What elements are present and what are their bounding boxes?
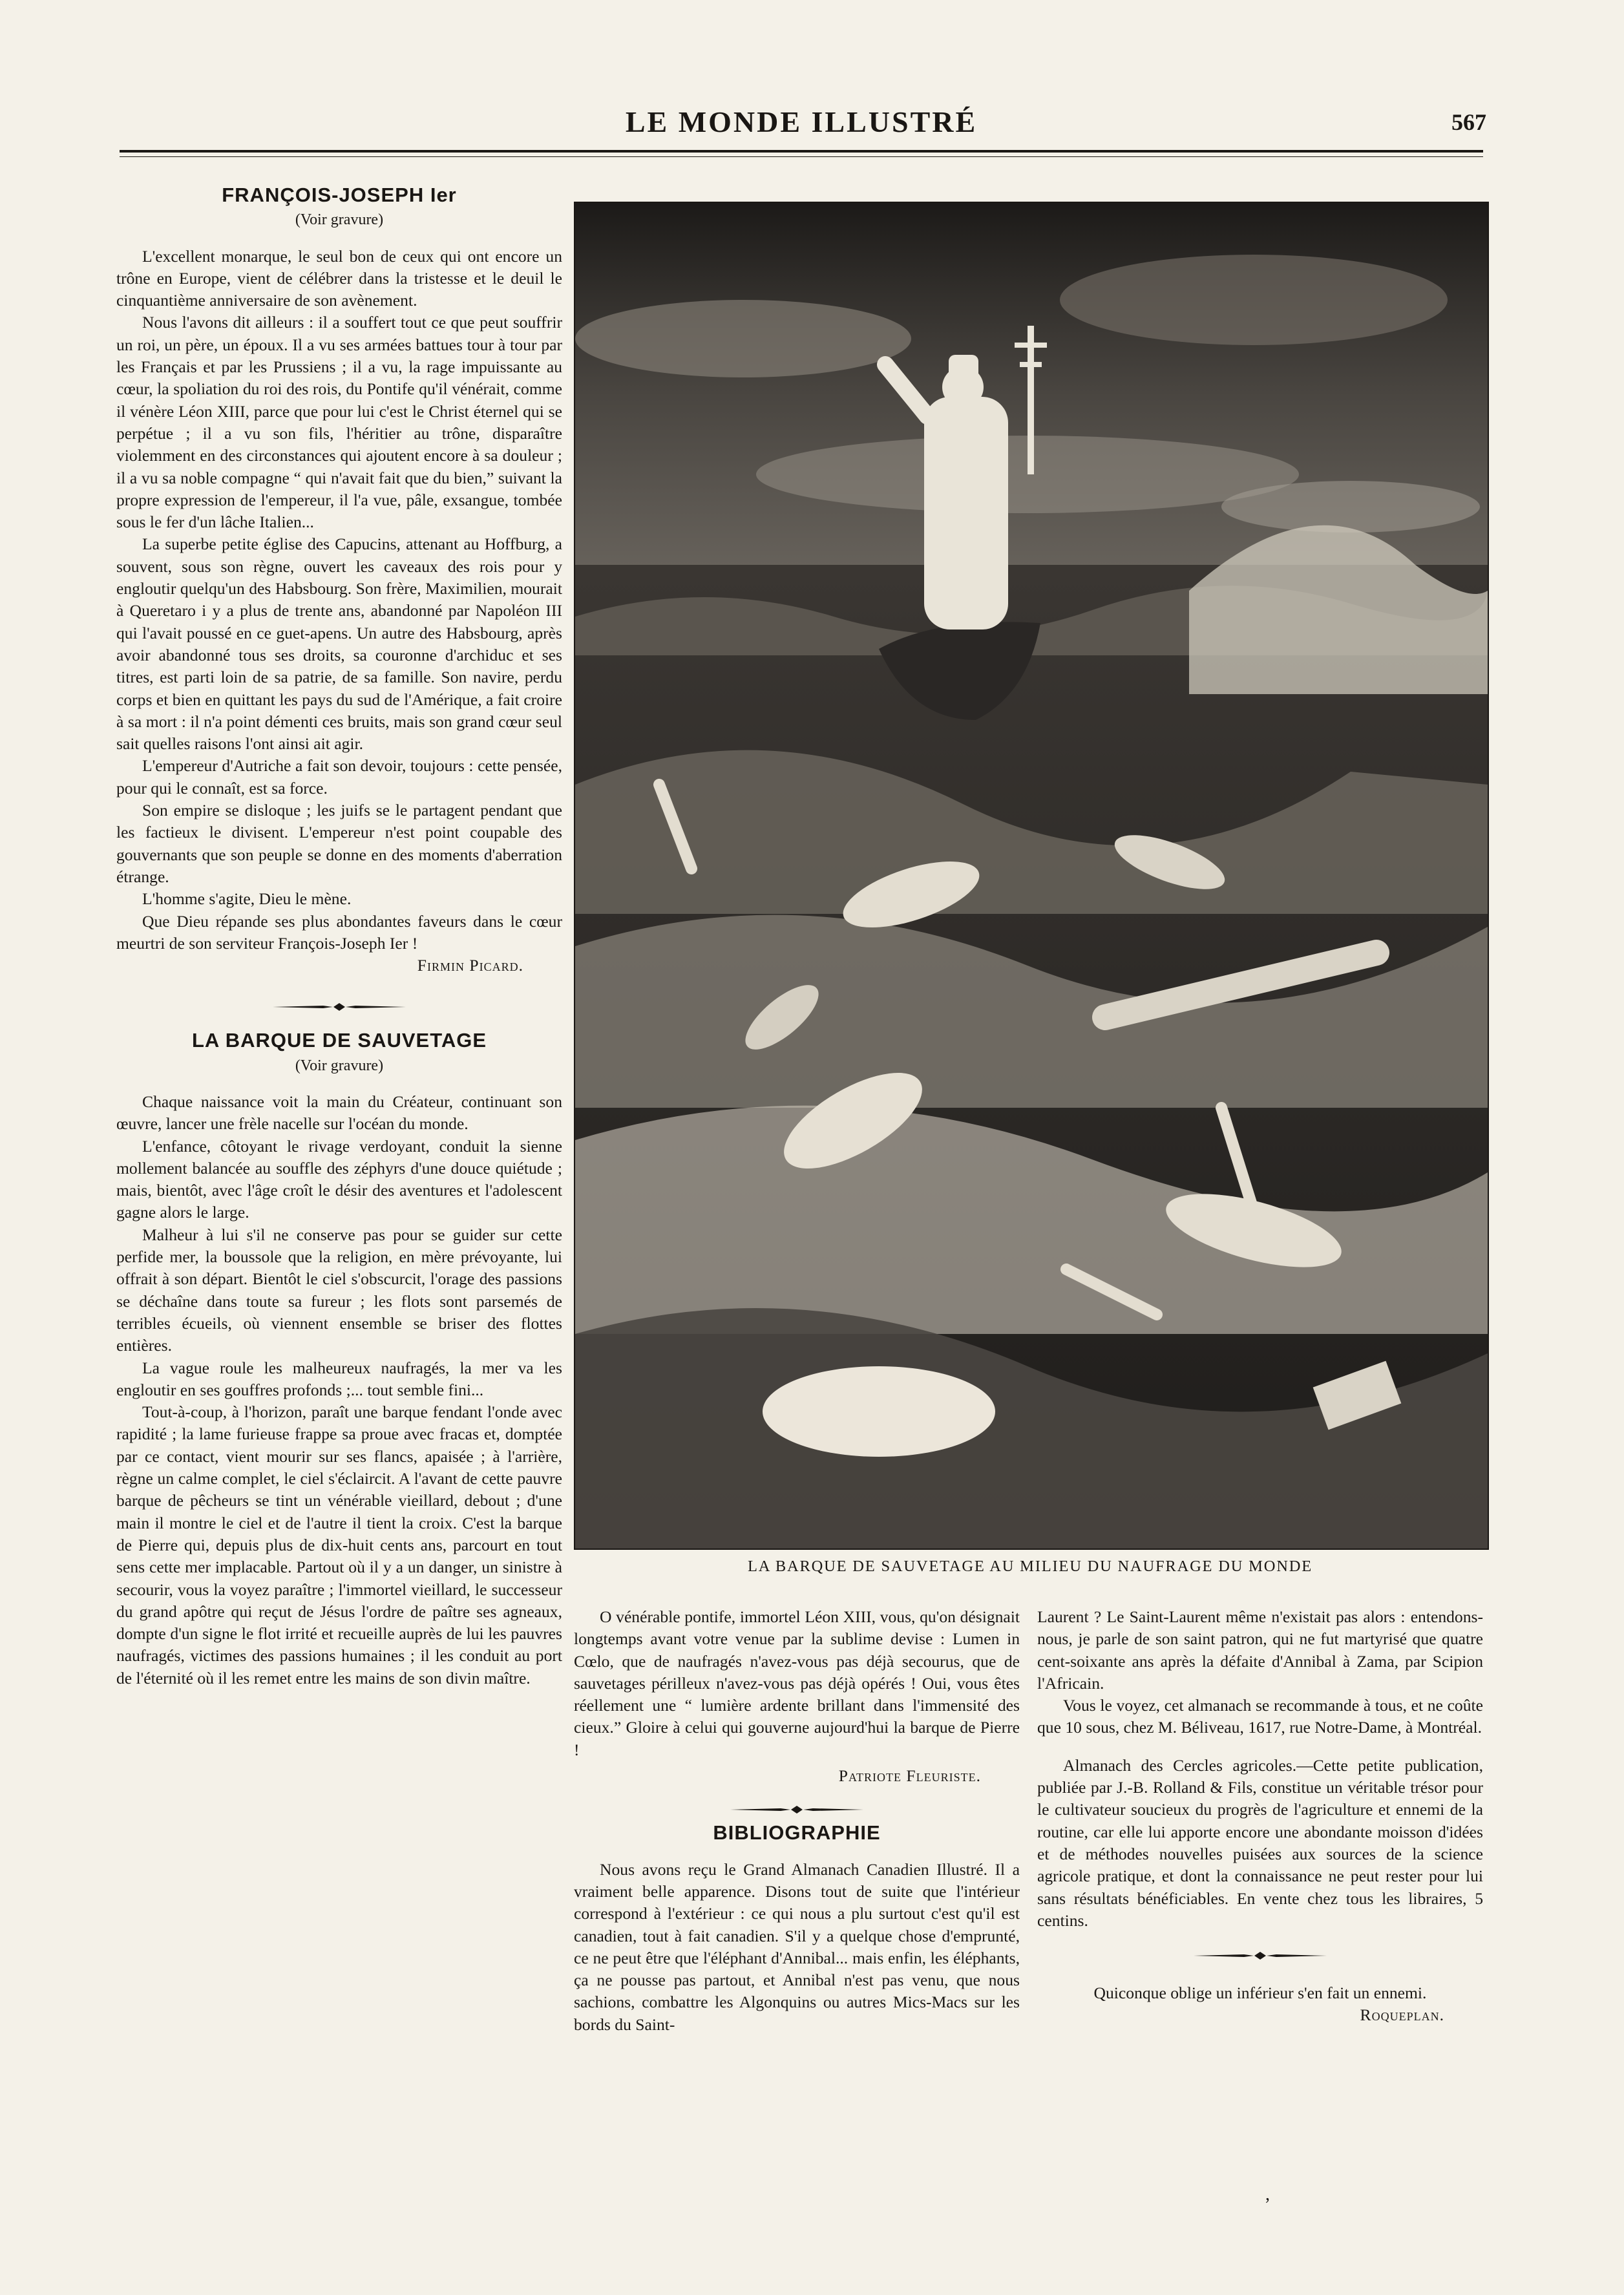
section-divider-ornament — [1192, 1951, 1328, 1960]
paragraph: Son empire se disloque ; les juifs se le partagent pendant que les factieux le divisent. L'empereur n'est point coupable des gouvernants que son peuple se donne en des moments d'aberration étrange. — [116, 801, 562, 886]
section-divider-ornament — [271, 1002, 407, 1011]
maxim: Quiconque oblige un inférieur s'en fait un ennemi. — [1093, 1983, 1427, 2003]
left-column — [116, 184, 562, 1689]
paragraph: Que Dieu répande ses plus abondantes faveurs dans le cœur meurtri de son serviteur François-Joseph Ier ! — [116, 911, 562, 953]
header-rule — [120, 150, 1483, 153]
shipwreck-engraving — [575, 203, 1488, 1549]
maxim-author: Roqueplan. — [1360, 2005, 1444, 2025]
author-signature: Patriote Fleuriste. — [838, 1766, 981, 1786]
paragraph: Nous avons reçu le Grand Almanach Canadien Illustré. Il a vraiment belle apparence. Disons tout de suite que l'intérieur correspond à l'extérieur : ce qui nous a plu surtout c'est qu'il est canadien, tout à fait canadien. S'il y a quelque chose d'emprunté, ce ne peut être que l'éléphant d'Annibal... mais enfin, les éléphants, ça ne pousse pas partout, et Annibal n'est pas venu, que nous sachions, combattre les Algonquins ou autres Mics-Macs sur les bords du Saint- — [574, 1859, 1020, 2034]
paragraph: Chaque naissance voit la main du Créateur, continuant son œuvre, lancer une frèle nacelle sur l'océan du monde. — [116, 1092, 562, 1134]
article-title: FRANÇOIS-JOSEPH Ier — [222, 184, 457, 206]
article-subtitle: (Voir gravure) — [295, 211, 384, 229]
illustration-caption: LA BARQUE DE SAUVETAGE AU MILIEU DU NAUFRAGE DU MONDE — [747, 1558, 1313, 1575]
paragraph: Vous le voyez, cet almanach se recommande à tous, et ne coûte que 10 sous, chez M. Béliveau, 1617, rue Notre-Dame, à Montréal. — [1037, 1696, 1483, 1737]
paragraph: Nous l'avons dit ailleurs : il a souffert tout ce que peut souffrir un roi, un père, un époux. Il a vu ses armées battues tour à tour par les Français et par les Prussiens ; il a vu, la rage impuissante au cœur, la spoliation du roi des rois, du Pontife qu'il vénérait, comme il vénère Léon XIII, parce que pour lui c'est le Christ éternel qui se perpétue ; il a vu son fils, l'héritier au trône, disparaître violemment en des circonstances qui ajoutent encore à sa douleur ; il a vu sa noble compagne “ qui n'avait fait que du bien,” suivant la propre expression de l'empereur, il l'a vue, pâle, exsangue, tombée sous le fer d'un lâche Italien... — [116, 313, 562, 532]
paragraph: O vénérable pontife, immortel Léon XIII, vous, qu'on désignait longtemps avant votre venue par la sublime devise : Lumen in Cœlo, que de naufragés n'avez-vous pas déjà secourus, que de sauvetages périlleux n'avez-vous pas déjà opérés ! Oui, vous êtes réellement une “ lumière ardente brillant dans l'immensité des cieux.” Gloire à celui qui gouverne aujourd'hui la barque de Pierre ! — [574, 1607, 1020, 1759]
paragraph: Malheur à lui s'il ne conserve pas pour se guider sur cette perfide mer, la boussole que la religion, en mère prévoyante, lui offrait à son départ. Bientôt le ciel s'obscurcit, l'orage des passions se déchaîne dans toute sa fureur ; les flots sont parsemés de terribles écueils, où viennent ensemble se briser des flottes entières. — [116, 1225, 562, 1355]
paragraph: L'empereur d'Autriche a fait son devoir, toujours : cette pensée, pour qui le connaît, est sa force. — [116, 756, 562, 798]
middle-column — [574, 1606, 1020, 2036]
publication-title: LE MONDE ILLUSTRÉ — [625, 105, 978, 138]
section-divider-ornament — [729, 1805, 865, 1814]
paragraph: Almanach des Cercles agricoles.—Cette petite publication, publiée par J.-B. Rolland & Fils, constitue un véritable trésor pour le cultivateur soucieux du progrès de l'agriculture et ennemi de la routine, car elle lui apporte encore une abondante moisson d'idées et de méthodes nouvelles puisées aux sources de la science agricole pratique, et dont la connaissance ne peut rester pour lui sans résultats bénéficiables. En vente chez tous les libraires, 5 centins. — [1037, 1755, 1483, 1930]
page-number: 567 — [1451, 109, 1486, 135]
paragraph: L'excellent monarque, le seul bon de ceux qui ont encore un trône en Europe, vient de célébrer dans la tristesse et le deuil le cinquantième anniversaire de son avènement. — [116, 246, 562, 310]
paragraph: Laurent ? Le Saint-Laurent même n'existait pas alors : entendons-nous, je parle de son saint patron, qui ne fut martyrisé que quatre cent-soixante ans après la défaite d'Annibal à Zama, par Scipion l'Africain. — [1037, 1607, 1483, 1693]
paragraph: La superbe petite église des Capucins, attenant au Hoffburg, a souvent, sous son règne, ouvert les caveaux des rois pour y engloutir quelqu'un des Habsbourg. Son frère, Maximilien, mourait à Queretaro i y a plus de trente ans, abandonné par Napoléon III qui l'avait poussé en ce guet-apens. Un autre des Habsbourg, après avoir abandonné tous ses droits, sa couronne d'archiduc et ses titres, est parti loin de sa patrie, de sa famille. Son navire, perdu corps et bien en quittant les pays du sud de l'Amérique, a fait croire à sa mort : il n'a point démenti ces bruits, mais son grand cœur seul sait quelles raisons l'ont ainsi ait agir. — [116, 534, 562, 754]
masthead — [116, 97, 1486, 142]
article-subtitle: (Voir gravure) — [295, 1057, 384, 1074]
article-title: LA BARQUE DE SAUVETAGE — [191, 1029, 487, 1052]
header-rule-thin — [120, 156, 1483, 157]
section-title: BIBLIOGRAPHIE — [713, 1821, 881, 1845]
right-column — [1037, 1606, 1483, 2027]
author-signature: Firmin Picard. — [417, 956, 523, 975]
paragraph: L'homme s'agite, Dieu le mène. — [142, 889, 352, 909]
paragraph: La vague roule les malheureux naufragés, la mer va les engloutir en ses gouffres profonds ;... tout semble fini... — [116, 1358, 562, 1399]
paragraph: L'enfance, côtoyant le rivage verdoyant, conduit la sienne mollement balancée au souffle des zéphyrs d'une douce quiétude ; mais, bientôt, avec l'âge croît le désir des aventures et l'adolescent gagne alors le large. — [116, 1136, 562, 1222]
engraving-illustration — [574, 202, 1489, 1550]
print-mark: , — [1265, 2184, 1270, 2205]
paragraph: Tout-à-coup, à l'horizon, paraît une barque fendant l'onde avec rapidité ; la lame furieuse frappe sa proue avec fracas et, domptée par ce contact, vient mourir sur ses flancs, apaisée ; à l'arrière, règne un calme complet, le ciel s'éclaircit. A l'avant de cette pauvre barque de pêcheurs se tint un vénérable vieillard, debout ; d'une main il montre le ciel et de l'autre il tient la croix. C'est la barque de Pierre qui, depuis plus de dix-huit cents ans, parcourt en tout sens cette mer implacable. Partout où il y a un danger, un sinistre à secourir, vous la voyez paraître ; l'immortel vieillard, le successeur du grand apôtre qui reçut de Jésus l'ordre de paître ses agneaux, dompte d'un signe le flot irrité et recueille auprès de lui les pauvres naufragés, victimes des passions humaines ; il les conduit au port de l'éternité où il les remet entre les mains de son divin maître. — [116, 1402, 562, 1687]
